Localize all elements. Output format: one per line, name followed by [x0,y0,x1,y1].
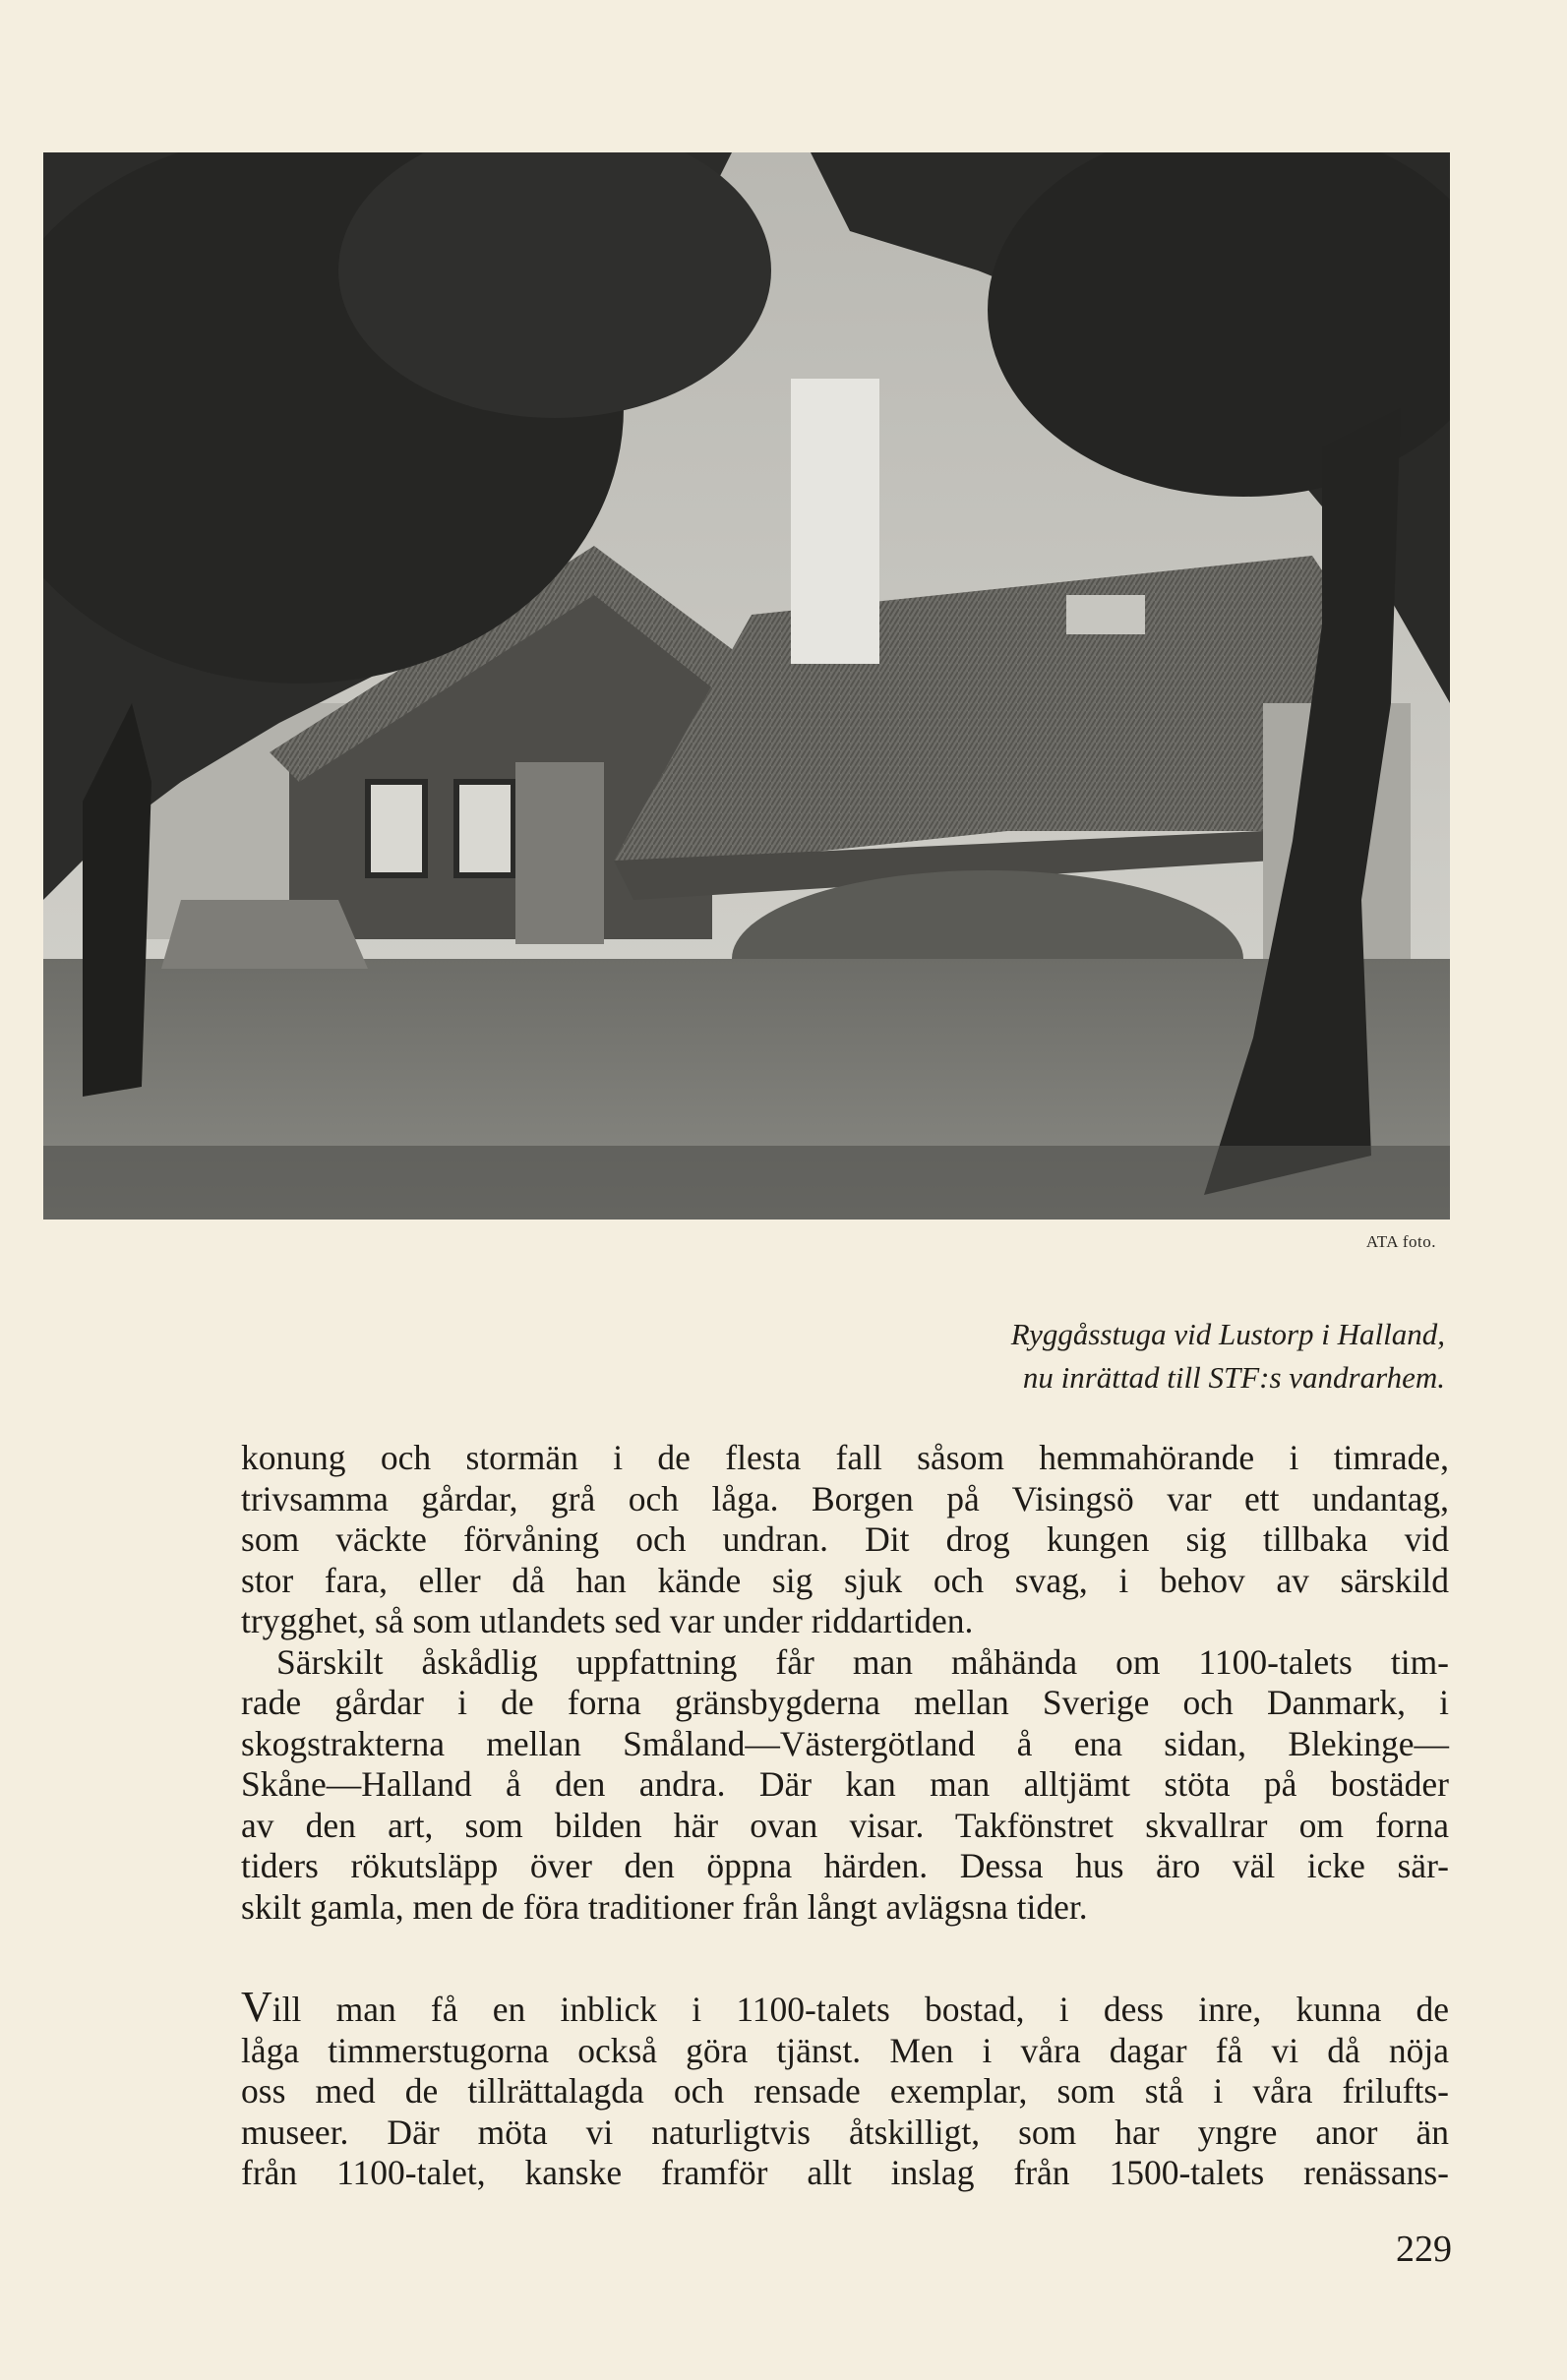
text-line: trygghet, så som utlandets sed var under riddartiden. [241,1601,974,1640]
text-line: av den art, som bilden här ovan visar. Takfönstret skvallrar om forna [241,1805,1449,1845]
caption-line: nu inrättad till STF:s vandrarhem. [1022,1360,1445,1395]
text-line: från 1100-talet, kanske framför allt inslag från 1500-talets renässans- [241,2153,1449,2192]
photo-image [43,152,1450,1220]
text-line: rade gårdar i de forna gränsbygderna mellan Sverige och Danmark, i [241,1683,1449,1722]
text-fragment: ill man få en inblick i 1100-talets bostad, i dess inre, kunna de [271,1990,1449,2029]
text-line: som väckte förvåning och undran. Dit drog kungen sig tillbaka vid [241,1519,1449,1559]
text-line: stor fara, eller då han kände sig sjuk och svag, i behov av särskild [241,1560,1449,1600]
text-line: Särskilt åskådlig uppfattning får man måhända om 1100-talets tim- [276,1641,1449,1682]
drop-cap: V [241,1983,272,2031]
text-line [241,1983,1449,2031]
text-line: trivsamma gårdar, grå och låga. Borgen på Visingsö var ett undantag, [241,1478,1449,1518]
text-line: museer. Där möta vi naturligtvis åtskilligt, som har yngre anor än [241,2112,1449,2152]
text-line: låga timmerstugorna också göra tjänst. Men i våra dagar få vi då nöja [241,2030,1449,2070]
paragraph [241,1438,1449,1642]
text-line: tiders rökutsläpp över den öppna härden. Dessa hus äro väl icke sär- [241,1846,1449,1885]
photo-credit: ATA foto. [1365,1232,1436,1251]
house-photograph [43,152,1450,1220]
text-line: Skåne—Halland å den andra. Där kan man alltjämt stöta på bostäder [241,1764,1449,1804]
paragraph [241,1983,1449,2194]
body-text [241,1438,1449,2194]
text-line: oss med de tillrättalagda och rensade exemplar, som stå i våra frilufts- [241,2071,1449,2111]
paragraph [241,1642,1449,1929]
text-line: skogstrakterna mellan Småland—Västergötland å ena sidan, Blekinge— [241,1723,1449,1763]
text-line: skilt gamla, men de föra traditioner från långt avlägsna tider. [241,1886,1088,1927]
caption-line: Ryggåsstuga vid Lustorp i Halland, [1010,1317,1445,1351]
photo-caption [560,1313,1445,1399]
text-line: konung och stormän i de flesta fall såsom hemmahörande i timrade, [241,1438,1449,1477]
page-number: 229 [1396,2229,1452,2270]
